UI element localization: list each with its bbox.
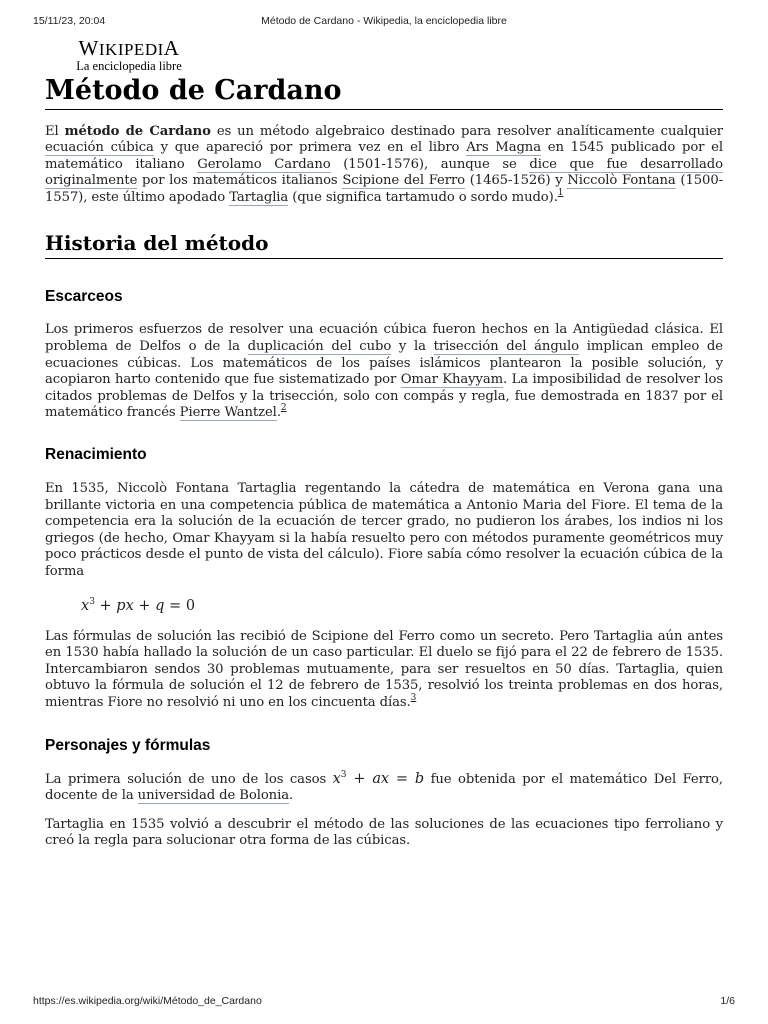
link-triseccion-del-angulo[interactable]: trisección del ángulo bbox=[433, 339, 580, 355]
print-footer bbox=[33, 995, 735, 1009]
link-niccolo-fontana[interactable]: Niccolò Fontana bbox=[567, 173, 676, 189]
article-content bbox=[45, 38, 723, 850]
link-ars-magna[interactable]: Ars Magna bbox=[466, 140, 541, 156]
print-tab-title: Método de Cardano - Wikipedia, la enciclopedia libre bbox=[261, 15, 507, 27]
inline-formula: $x^3$ + ax = b bbox=[332, 769, 425, 787]
personajes-paragraph-2: Tartaglia en 1535 volvió a descubrir el método de las soluciones de las ecuaciones tipo ferroliano y creó la regla para solucionar otra forma de las cúbicas. bbox=[45, 816, 723, 849]
print-header bbox=[33, 15, 735, 29]
link-omar-khayyam[interactable]: Omar Khayyam bbox=[400, 372, 504, 388]
link-gerolamo-cardano[interactable]: Gerolamo Cardano bbox=[197, 156, 331, 172]
intro-paragraph: El método de Cardano es un método algebraico destinado para resolver analíticamente cualquier ecuación cúbica y que apareció por primera vez en el libro Ars Magna en 1545 publicado por el matemático italiano Gerolamo Cardano (1501-1576), aunque se dice que fue desarrollado originalmente por los matemáticos italianos Scipione del Ferro (1465-1526) y Niccolò Fontana (1500-1557), este último apodado Tartaglia (que significa tartamudo o sordo mudo).$^1$ bbox=[45, 123, 723, 205]
reference-2[interactable]: 2 bbox=[280, 403, 287, 414]
wikipedia-tagline: La enciclopedia libre bbox=[76, 59, 182, 73]
subsection-personajes: Personajes y fórmulas bbox=[45, 736, 211, 754]
link-dice-que[interactable]: dice que fue desarrollado originalmente bbox=[45, 156, 723, 189]
subsection-renacimiento: Renacimiento bbox=[45, 446, 147, 464]
link-duplicacion-del-cubo[interactable]: duplicación del cubo bbox=[247, 339, 392, 355]
escarceos-paragraph: Los primeros esfuerzos de resolver una ecuación cúbica fueron hechos en la Antigüedad clásica. El problema de Delfos o de la duplicación del cubo y la trisección del ángulo implican empleo de ecuaciones cúbicas. Los matemáticos de los países islámicos plantearon la posible solución, y acopiaron harto contenido que fue sistematizado por Omar Khayyam. La imposibilidad de resolver los citados problemas de Delfos y la trisección, solo con compás y regla, fue demostrada en 1837 por el matemático francés Pierre Wantzel.$^2$ bbox=[45, 322, 724, 421]
reference-3[interactable]: 3 bbox=[410, 692, 417, 703]
personajes-paragraph-1: La primera solución de uno de los casos $x^3$ + ax = b fue obtenida por el matemático Del Ferro, docente de la universidad de Bolonia. bbox=[45, 769, 723, 804]
page-title: Método de Cardano bbox=[45, 75, 723, 110]
section-historia: Historia del método bbox=[45, 231, 723, 259]
intro-bold-term: método de Cardano bbox=[64, 123, 211, 139]
link-scipione-del-ferro[interactable]: Scipione del Ferro bbox=[342, 173, 465, 189]
renacimiento-paragraph-1: En 1535, Niccolò Fontana Tartaglia regentando la cátedra de matemática en Verona gana una brillante victoria en una competencia pública de matemática a Antonio Maria del Fiore. El tema de la competencia era la solución de la ecuación de tercer grado, no pudieron los árabes, los indios ni los griegos (de hecho, Omar Khayyam si la había resuelto pero con métodos puramente geométricos muy poco prácticos desde el punto de vista del cálculo). Fiore sabía cómo resolver la ecuación cúbica de la forma bbox=[45, 481, 723, 579]
subsection-escarceos: Escarceos bbox=[45, 288, 123, 306]
print-date: 15/11/23, 20:04 bbox=[33, 15, 106, 27]
wikipedia-logo[interactable] bbox=[64, 38, 194, 73]
cubic-formula: $x^3$ + px + q = 0 bbox=[81, 596, 196, 614]
link-ecuacion-cubica[interactable]: ecuación cúbica bbox=[45, 140, 154, 156]
link-universidad-de-bolonia[interactable]: universidad de Bolonia bbox=[137, 788, 289, 804]
page-count: 1/6 bbox=[720, 995, 735, 1007]
reference-1[interactable]: 1 bbox=[557, 187, 564, 198]
link-tartaglia[interactable]: Tartaglia bbox=[229, 189, 289, 205]
wikipedia-wordmark: WIKIPEDIA bbox=[78, 36, 180, 60]
print-url: https://es.wikipedia.org/wiki/Método_de_Cardano bbox=[33, 995, 262, 1007]
renacimiento-paragraph-2: Las fórmulas de solución las recibió de Scipione del Ferro como un secreto. Pero Tartaglia aún antes en 1530 había hallado la solución de un caso particular. El duelo se fijó para el 22 de febrero de 1535. Intercambiaron sendos 30 problemas mutuamente, para ser resueltos en 50 días. Tartaglia, quien obtuvo la fórmula de solución el 12 de febrero de 1535, resolvió los treinta problemas en dos horas, mientras Fiore no resolvió ni uno en los cincuenta días.$^3$ bbox=[45, 628, 723, 710]
link-pierre-wantzel[interactable]: Pierre Wantzel bbox=[179, 405, 277, 421]
